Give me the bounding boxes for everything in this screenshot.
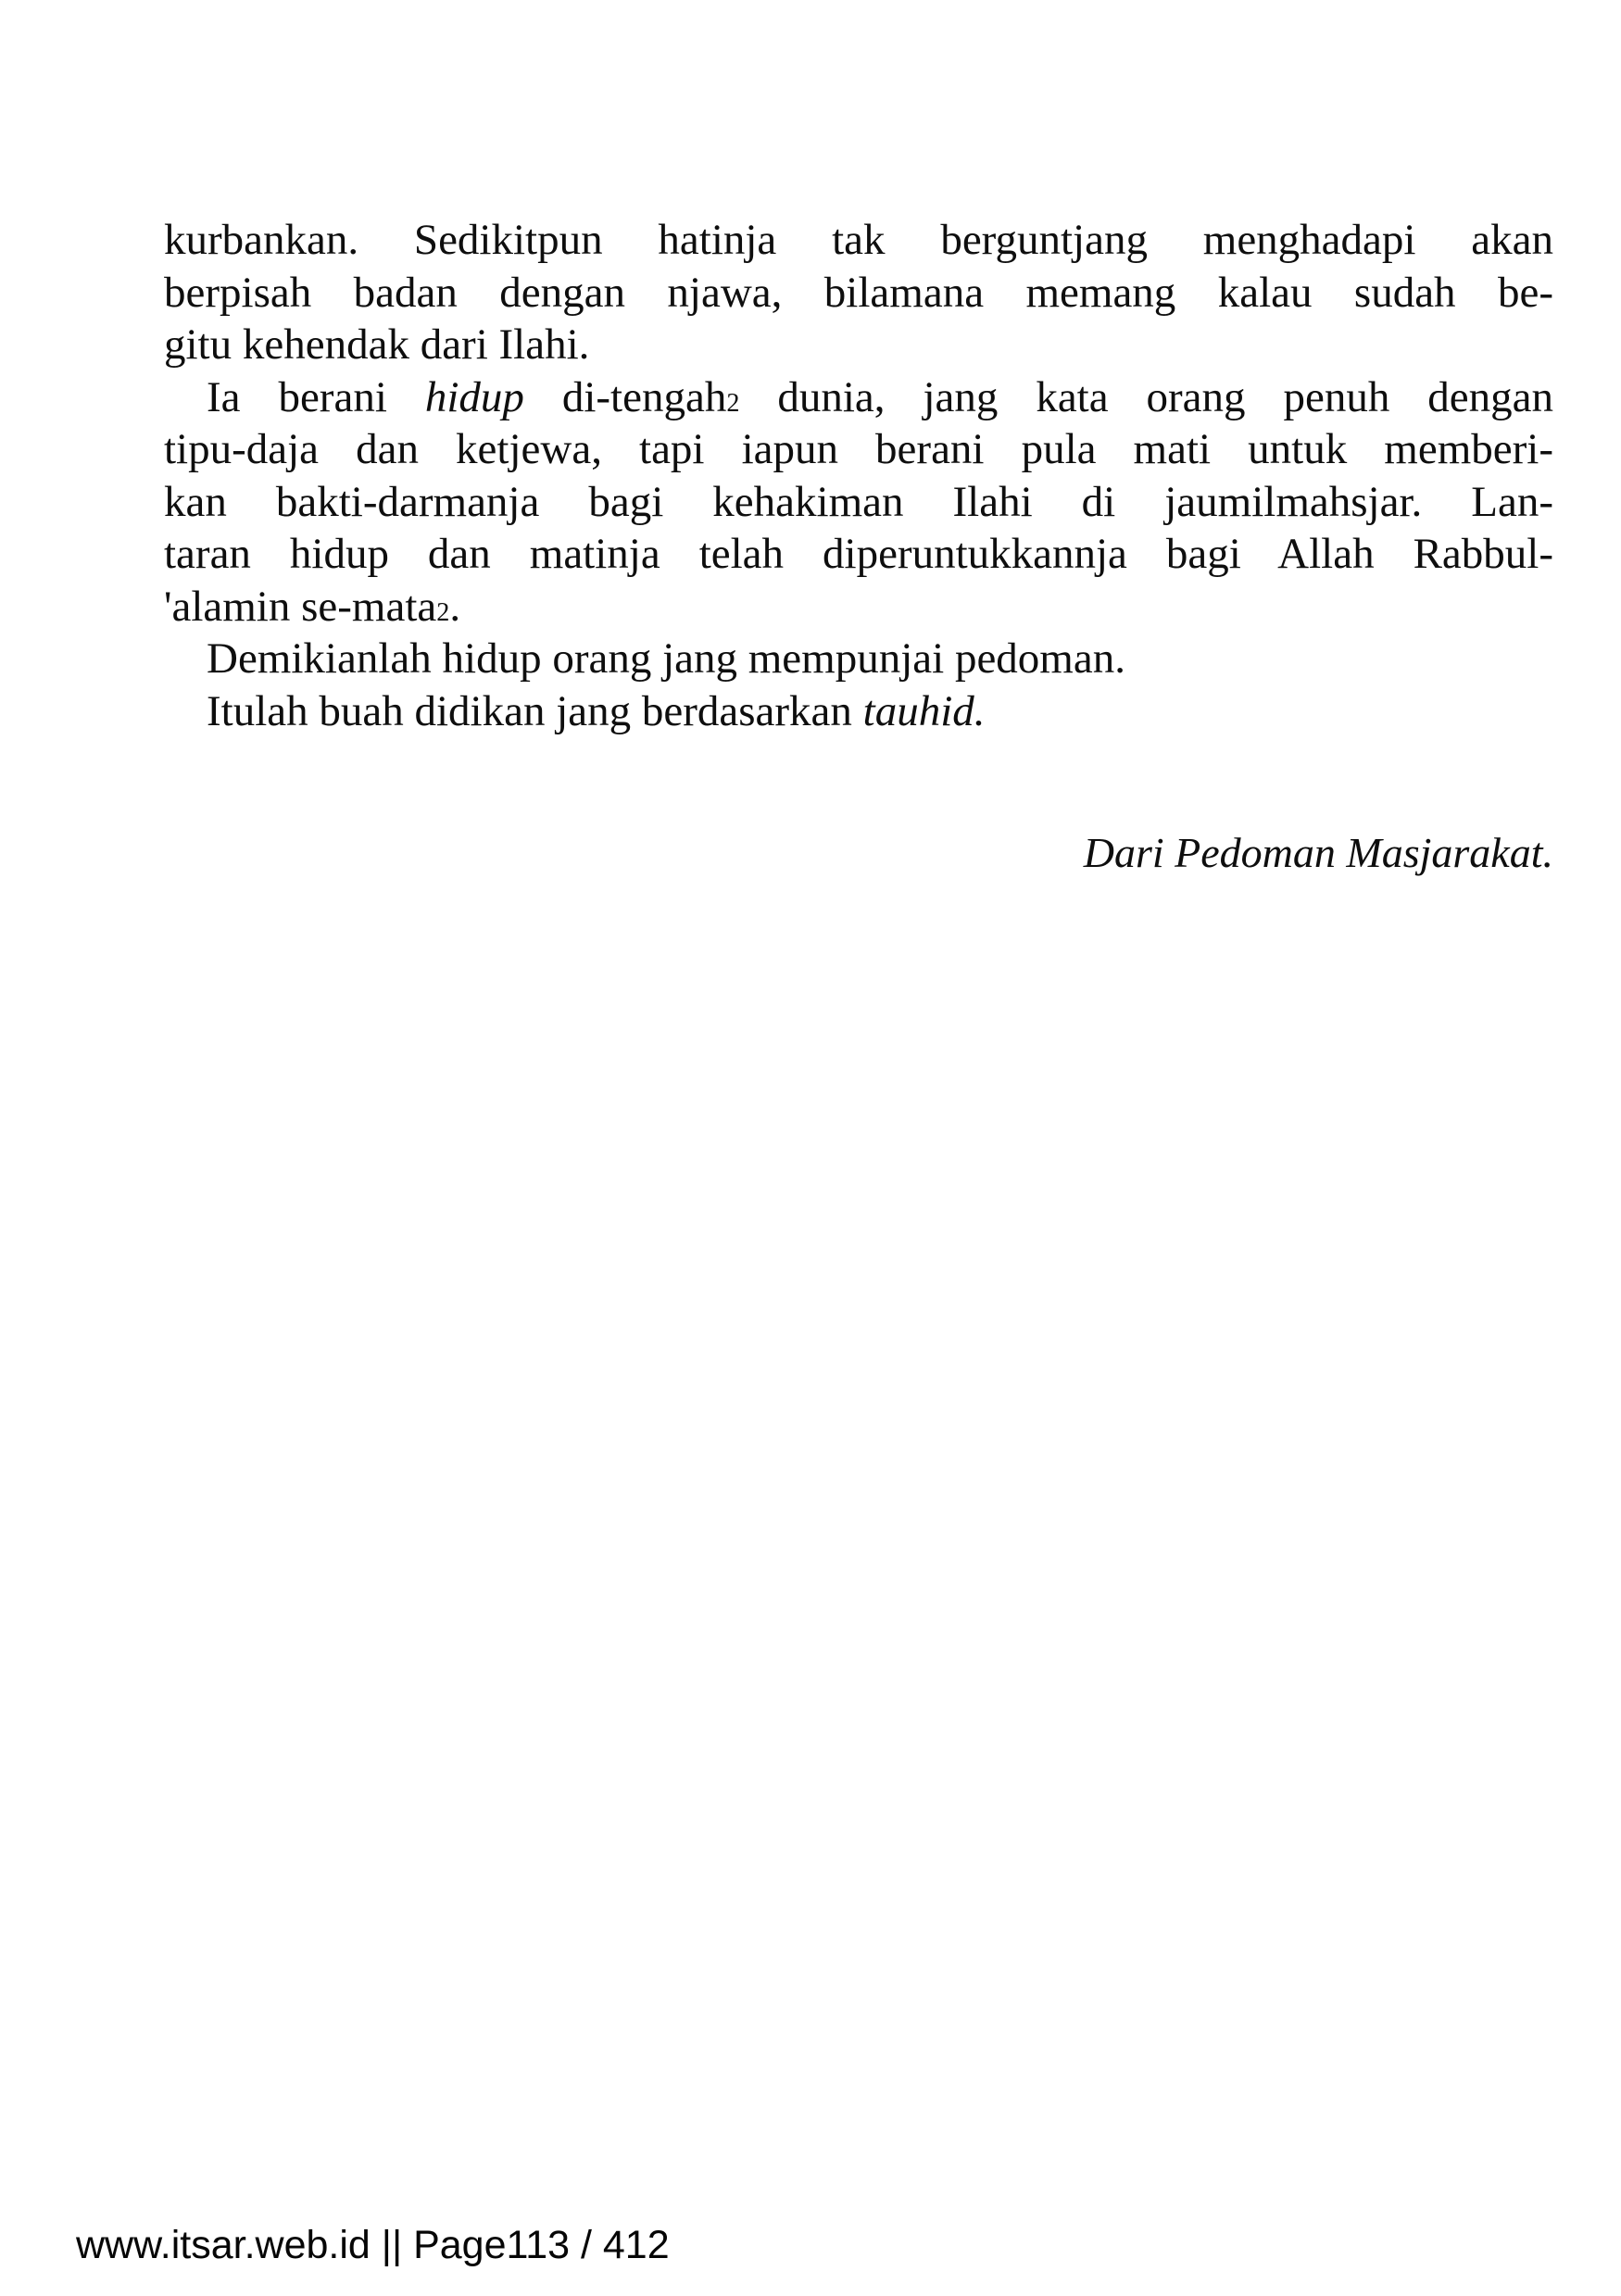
text-line bbox=[164, 423, 1553, 476]
text-run: gitu kehendak dari Ilahi. bbox=[164, 320, 590, 369]
text-line bbox=[164, 476, 1553, 529]
text-line bbox=[164, 581, 1553, 634]
text-run: tipu-daja dan ketjewa, tapi iapun berani pula mati untuk memberi- bbox=[164, 425, 1553, 473]
text-run: Demikianlah hidup orang jang mempunjai pedoman. bbox=[207, 634, 1125, 683]
text-run: . bbox=[449, 582, 461, 631]
attribution-line: Dari Pedoman Masjarakat. bbox=[1083, 829, 1553, 876]
text-run: Ia berani bbox=[207, 372, 425, 421]
text-line bbox=[164, 214, 1553, 267]
text-line bbox=[164, 528, 1553, 581]
text-line bbox=[164, 633, 1553, 685]
text-run: taran hidup dan matinja telah diperuntukkannja bagi Allah Rabbul- bbox=[164, 530, 1553, 578]
text-run: di-tengah bbox=[523, 372, 727, 421]
text-line bbox=[164, 371, 1553, 424]
text-line bbox=[164, 319, 1553, 371]
text-line bbox=[164, 267, 1553, 320]
text-run: berpisah badan dengan njawa, bilamana memang kalau sudah be- bbox=[164, 268, 1553, 317]
superscript-text: 2 bbox=[726, 388, 740, 418]
text-run: kurbankan. Sedikitpun hatinja tak berguntjang menghadapi akan bbox=[164, 216, 1553, 264]
text-line bbox=[164, 685, 1553, 738]
superscript-text: 2 bbox=[436, 597, 450, 627]
text-run: dunia, jang kata orang penuh dengan bbox=[739, 372, 1553, 421]
italic-text: tauhid. bbox=[862, 686, 986, 735]
body-text bbox=[164, 214, 1553, 737]
text-run: 'alamin se-mata bbox=[164, 582, 437, 631]
text-run: kan bakti-darmanja bagi kehakiman Ilahi di jaumilmahsjar. Lan- bbox=[164, 477, 1553, 526]
text-run: Itulah buah didikan jang berdasarkan bbox=[207, 686, 863, 735]
page-footer: www.itsar.web.id || Page113 / 412 bbox=[76, 2223, 670, 2267]
italic-text: hidup bbox=[424, 372, 524, 421]
